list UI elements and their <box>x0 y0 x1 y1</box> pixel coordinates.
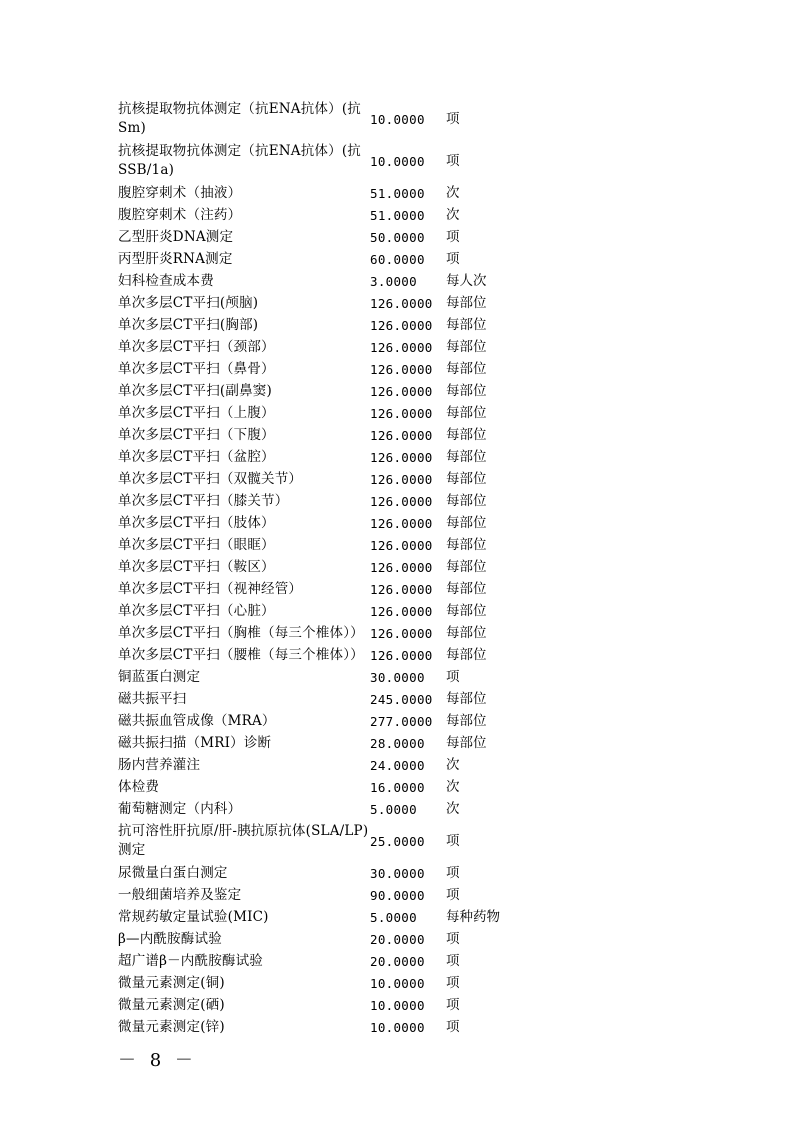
fee-item-price: 3.0000 <box>370 273 417 289</box>
fee-item-name: 抗核提取物抗体测定（抗ENA抗体）(抗SSB/1a) <box>118 143 361 178</box>
fee-item-row <box>118 688 538 710</box>
fee-item-unit: 每部位 <box>446 536 487 553</box>
fee-item-row <box>118 424 538 446</box>
fee-item-price: 5.0000 <box>370 801 417 817</box>
fee-item-name: 微量元素测定(铜) <box>118 974 225 991</box>
fee-item-row <box>118 446 538 468</box>
fee-item-row <box>118 994 538 1016</box>
fee-item-price: 10.0000 <box>370 997 425 1013</box>
fee-item-unit: 次 <box>446 778 460 795</box>
fee-item-price: 90.0000 <box>370 887 425 903</box>
fee-item-unit: 项 <box>446 864 460 881</box>
fee-item-row <box>118 884 538 906</box>
fee-item-row <box>118 950 538 972</box>
fee-item-name: 单次多层CT平扫（眼眶） <box>118 536 275 553</box>
fee-item-name: 单次多层CT平扫(颅脑) <box>118 294 259 311</box>
fee-item-price: 10.0000 <box>370 1019 425 1035</box>
fee-item-row <box>118 270 538 292</box>
fee-item-price: 51.0000 <box>370 185 425 201</box>
fee-item-unit: 次 <box>446 184 460 201</box>
fee-item-price: 20.0000 <box>370 953 425 969</box>
fee-item-name: 超广谱β－内酰胺酶试验 <box>118 952 264 969</box>
fee-item-row <box>118 512 538 534</box>
fee-item-unit: 每部位 <box>446 646 487 663</box>
fee-item-row <box>118 820 538 862</box>
fee-item-unit: 每部位 <box>446 470 487 487</box>
fee-item-price: 25.0000 <box>370 833 425 849</box>
fee-item-unit: 每人次 <box>446 272 487 289</box>
fee-item-row <box>118 182 538 204</box>
fee-item-price: 126.0000 <box>370 537 433 553</box>
fee-item-name: 单次多层CT平扫（胸椎（每三个椎体）） <box>118 624 364 641</box>
fee-item-unit: 项 <box>446 668 460 685</box>
fee-item-unit: 每部位 <box>446 514 487 531</box>
fee-item-row <box>118 402 538 424</box>
fee-item-unit: 每部位 <box>446 558 487 575</box>
fee-item-name: 单次多层CT平扫（视神经管） <box>118 580 303 597</box>
fee-item-price: 30.0000 <box>370 865 425 881</box>
fee-item-price: 28.0000 <box>370 735 425 751</box>
fee-item-name: 抗可溶性肝抗原/肝-胰抗原抗体(SLA/LP)测定 <box>118 823 369 858</box>
fee-item-name: 尿微量白蛋白测定 <box>118 864 228 881</box>
fee-item-name: 常规药敏定量试验(MIC) <box>118 908 269 925</box>
fee-item-name: 单次多层CT平扫（下腹） <box>118 426 275 443</box>
fee-item-row <box>118 98 538 140</box>
fee-item-row <box>118 1016 538 1038</box>
fee-item-unit: 项 <box>446 974 460 991</box>
fee-item-unit: 项 <box>446 152 460 169</box>
fee-item-price: 126.0000 <box>370 427 433 443</box>
fee-item-list <box>118 98 538 1038</box>
fee-item-row <box>118 600 538 622</box>
fee-item-unit: 项 <box>446 996 460 1013</box>
fee-item-unit: 项 <box>446 832 460 849</box>
fee-item-row <box>118 906 538 928</box>
fee-item-price: 245.0000 <box>370 691 433 707</box>
fee-item-row <box>118 862 538 884</box>
fee-item-price: 51.0000 <box>370 207 425 223</box>
fee-item-unit: 每种药物 <box>446 908 500 925</box>
fee-item-name: 单次多层CT平扫（心脏） <box>118 602 275 619</box>
fee-item-unit: 项 <box>446 110 460 127</box>
fee-item-unit: 项 <box>446 886 460 903</box>
fee-item-row <box>118 928 538 950</box>
fee-item-row <box>118 226 538 248</box>
fee-item-unit: 每部位 <box>446 294 487 311</box>
fee-item-row <box>118 578 538 600</box>
fee-item-name: 微量元素测定(硒) <box>118 996 225 1013</box>
fee-item-name: 单次多层CT平扫（鼻骨） <box>118 360 275 377</box>
fee-item-unit: 次 <box>446 756 460 773</box>
fee-item-row <box>118 972 538 994</box>
fee-item-price: 126.0000 <box>370 405 433 421</box>
fee-item-name: 乙型肝炎DNA测定 <box>118 228 234 245</box>
fee-item-row <box>118 710 538 732</box>
fee-item-name: 单次多层CT平扫（肢体） <box>118 514 275 531</box>
fee-item-row <box>118 644 538 666</box>
fee-item-name: 腹腔穿刺术（抽液） <box>118 184 242 201</box>
fee-item-name: 单次多层CT平扫（盆腔） <box>118 448 275 465</box>
fee-item-price: 126.0000 <box>370 515 433 531</box>
fee-item-unit: 每部位 <box>446 448 487 465</box>
fee-item-price: 24.0000 <box>370 757 425 773</box>
fee-item-name: β—内酰胺酶试验 <box>118 930 222 947</box>
fee-item-unit: 项 <box>446 930 460 947</box>
fee-item-price: 126.0000 <box>370 361 433 377</box>
fee-item-row <box>118 534 538 556</box>
fee-item-unit: 次 <box>446 800 460 817</box>
fee-item-price: 10.0000 <box>370 111 425 127</box>
fee-item-price: 126.0000 <box>370 493 433 509</box>
fee-item-unit: 每部位 <box>446 602 487 619</box>
fee-item-row <box>118 292 538 314</box>
fee-item-name: 妇科检查成本费 <box>118 272 214 289</box>
fee-item-price: 126.0000 <box>370 449 433 465</box>
fee-item-name: 单次多层CT平扫（膝关节） <box>118 492 289 509</box>
fee-item-price: 10.0000 <box>370 975 425 991</box>
fee-item-name: 单次多层CT平扫（上腹） <box>118 404 275 421</box>
fee-item-name: 铜蓝蛋白测定 <box>118 668 201 685</box>
fee-item-price: 50.0000 <box>370 229 425 245</box>
fee-item-name: 单次多层CT平扫(副鼻窦) <box>118 382 272 399</box>
fee-item-price: 20.0000 <box>370 931 425 947</box>
fee-item-price: 5.0000 <box>370 909 417 925</box>
page-number: － 8 － <box>118 1050 197 1071</box>
fee-item-name: 一般细菌培养及鉴定 <box>118 886 242 903</box>
fee-item-row <box>118 556 538 578</box>
fee-item-unit: 每部位 <box>446 360 487 377</box>
fee-item-unit: 每部位 <box>446 338 487 355</box>
fee-item-row <box>118 666 538 688</box>
fee-item-name: 磁共振血管成像（MRA） <box>118 712 276 729</box>
fee-item-name: 丙型肝炎RNA测定 <box>118 250 233 267</box>
fee-item-price: 126.0000 <box>370 471 433 487</box>
fee-item-name: 体检费 <box>118 778 160 795</box>
fee-item-name: 单次多层CT平扫（颈部） <box>118 338 275 355</box>
fee-item-price: 126.0000 <box>370 625 433 641</box>
fee-item-unit: 每部位 <box>446 492 487 509</box>
fee-item-unit: 每部位 <box>446 580 487 597</box>
fee-item-unit: 每部位 <box>446 382 487 399</box>
fee-item-row <box>118 314 538 336</box>
fee-item-unit: 次 <box>446 206 460 223</box>
fee-item-price: 277.0000 <box>370 713 433 729</box>
fee-item-name: 单次多层CT平扫(胸部) <box>118 316 259 333</box>
fee-item-price: 10.0000 <box>370 153 425 169</box>
fee-item-row <box>118 622 538 644</box>
fee-item-unit: 每部位 <box>446 426 487 443</box>
fee-item-price: 60.0000 <box>370 251 425 267</box>
fee-item-name: 单次多层CT平扫（鞍区） <box>118 558 275 575</box>
fee-item-unit: 项 <box>446 952 460 969</box>
fee-item-price: 30.0000 <box>370 669 425 685</box>
fee-item-price: 126.0000 <box>370 383 433 399</box>
fee-item-unit: 项 <box>446 228 460 245</box>
fee-item-name: 微量元素测定(锌) <box>118 1018 225 1035</box>
fee-item-row <box>118 336 538 358</box>
fee-item-row <box>118 798 538 820</box>
fee-item-unit: 每部位 <box>446 734 487 751</box>
fee-item-price: 126.0000 <box>370 317 433 333</box>
fee-item-price: 126.0000 <box>370 581 433 597</box>
fee-item-price: 126.0000 <box>370 647 433 663</box>
fee-item-row <box>118 490 538 512</box>
fee-item-unit: 每部位 <box>446 712 487 729</box>
fee-item-name: 单次多层CT平扫（双髋关节） <box>118 470 303 487</box>
fee-item-row <box>118 248 538 270</box>
fee-item-name: 肠内营养灌注 <box>118 756 201 773</box>
fee-item-row <box>118 776 538 798</box>
fee-item-row <box>118 732 538 754</box>
fee-item-price: 126.0000 <box>370 295 433 311</box>
fee-item-price: 126.0000 <box>370 603 433 619</box>
fee-item-row <box>118 140 538 182</box>
fee-item-unit: 每部位 <box>446 316 487 333</box>
fee-item-price: 126.0000 <box>370 559 433 575</box>
fee-item-unit: 每部位 <box>446 404 487 421</box>
fee-item-unit: 每部位 <box>446 624 487 641</box>
fee-item-name: 葡萄糖测定（内科） <box>118 800 242 817</box>
fee-item-name: 抗核提取物抗体测定（抗ENA抗体）(抗Sm) <box>118 101 361 136</box>
fee-item-name: 磁共振扫描（MRI）诊断 <box>118 734 272 751</box>
fee-item-row <box>118 754 538 776</box>
fee-item-price: 16.0000 <box>370 779 425 795</box>
fee-item-price: 126.0000 <box>370 339 433 355</box>
fee-item-unit: 项 <box>446 250 460 267</box>
fee-item-row <box>118 204 538 226</box>
fee-item-unit: 项 <box>446 1018 460 1035</box>
fee-item-row <box>118 358 538 380</box>
fee-item-row <box>118 468 538 490</box>
fee-item-row <box>118 380 538 402</box>
fee-item-name: 单次多层CT平扫（腰椎（每三个椎体）） <box>118 646 364 663</box>
fee-item-unit: 每部位 <box>446 690 487 707</box>
fee-item-name: 磁共振平扫 <box>118 690 187 707</box>
fee-item-name: 腹腔穿刺术（注药） <box>118 206 242 223</box>
